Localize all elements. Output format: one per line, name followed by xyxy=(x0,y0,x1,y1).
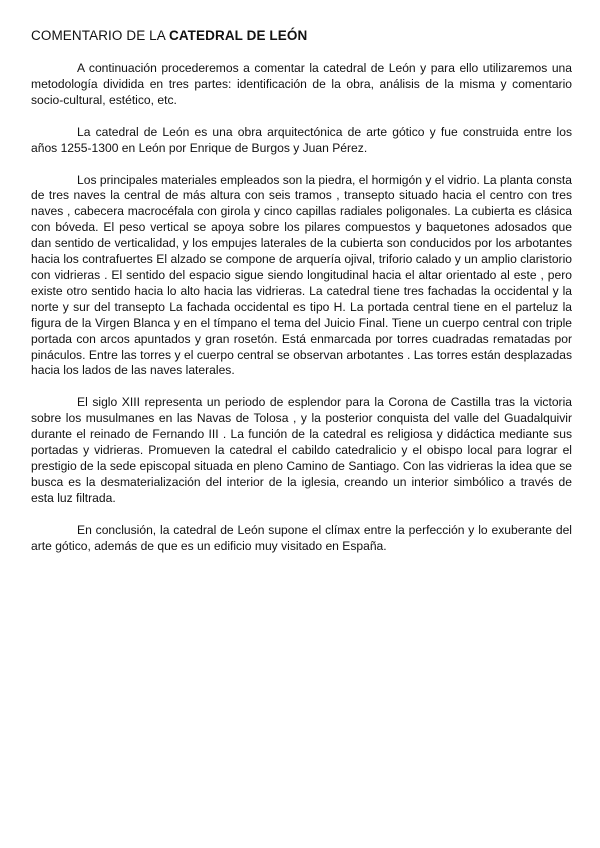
paragraph-analysis: Los principales materiales empleados son la piedra, el hormigón y el vidrio. La planta consta de tres naves la central de más altura con seis tramos , transepto situado hacia el centro con tres naves , cabecera macrocéfala con girola y cinco capillas radiales poligonales. La cubierta es clásica con bóveda. El peso vertical se apoya sobre los pilares compuestos y baquetones adosados que dan sentido de verticalidad, y los empujes laterales de la cubierta son conducidos por los arbotantes hacia los contrafuertes El alzado se compone de arquería ojival, triforio calado y un amplio claristorio con vidrieras . El sentido del espacio sigue siendo longitudinal hacia el altar orientado al este , pero existe otro sentido hacia lo alto hacia las vidrieras. La catedral tiene tres fachadas la occidental y la norte y sur del transepto La fachada occidental es tipo H. La portada central tiene en el parteluz la figura de la Virgen Blanca y en el tímpano el tema del Juicio Final. Tiene un cuerpo central con triple portada con arcos apuntados y gran rosetón. Está enmarcada por torres cuadradas rematadas por pináculos. Entre las torres y el cuerpo central se observan arbotantes . Las torres están desplazadas hacia los lados de las naves laterales. xyxy=(31,172,572,378)
paragraph-context: El siglo XIII representa un periodo de esplendor para la Corona de Castilla tras la victoria sobre los musulmanes en las Navas de Tolosa , y la posterior conquista del valle del Guadalquivir durante el reinado de Fernando III . La función de la catedral es religiosa y didáctica mediante sus portadas y vidrieras. Promueven la catedral el cabildo catedralicio y el obispo local para lograr el prestigio de la sede episcopal situada en pleno Camino de Santiago. Con las vidrieras la idea que se busca es la desmaterialización del interior de la iglesia, creando un interior simbólico a través de esta luz filtrada. xyxy=(31,395,572,505)
paragraph-identification: La catedral de León es una obra arquitectónica de arte gótico y fue construida entre los años 1255-1300 en León por Enrique de Burgos y Juan Pérez. xyxy=(31,124,572,155)
paragraph-conclusion: En conclusión, la catedral de León supone el clímax entre la perfección y lo exuberante del arte gótico, además de que es un edificio muy visitado en España. xyxy=(31,522,572,553)
document-body xyxy=(31,61,572,554)
title-emphasis: CATEDRAL DE LEÓN xyxy=(168,28,308,43)
document-title xyxy=(31,28,307,43)
title-prefix: COMENTARIO DE LA xyxy=(31,28,169,43)
paragraph-introduction: A continuación procederemos a comentar la catedral de León y para ello utilizaremos una metodología dividida en tres partes: identificación de la obra, análisis de la misma y comentario socio-cultural, estético, etc. xyxy=(31,61,572,107)
